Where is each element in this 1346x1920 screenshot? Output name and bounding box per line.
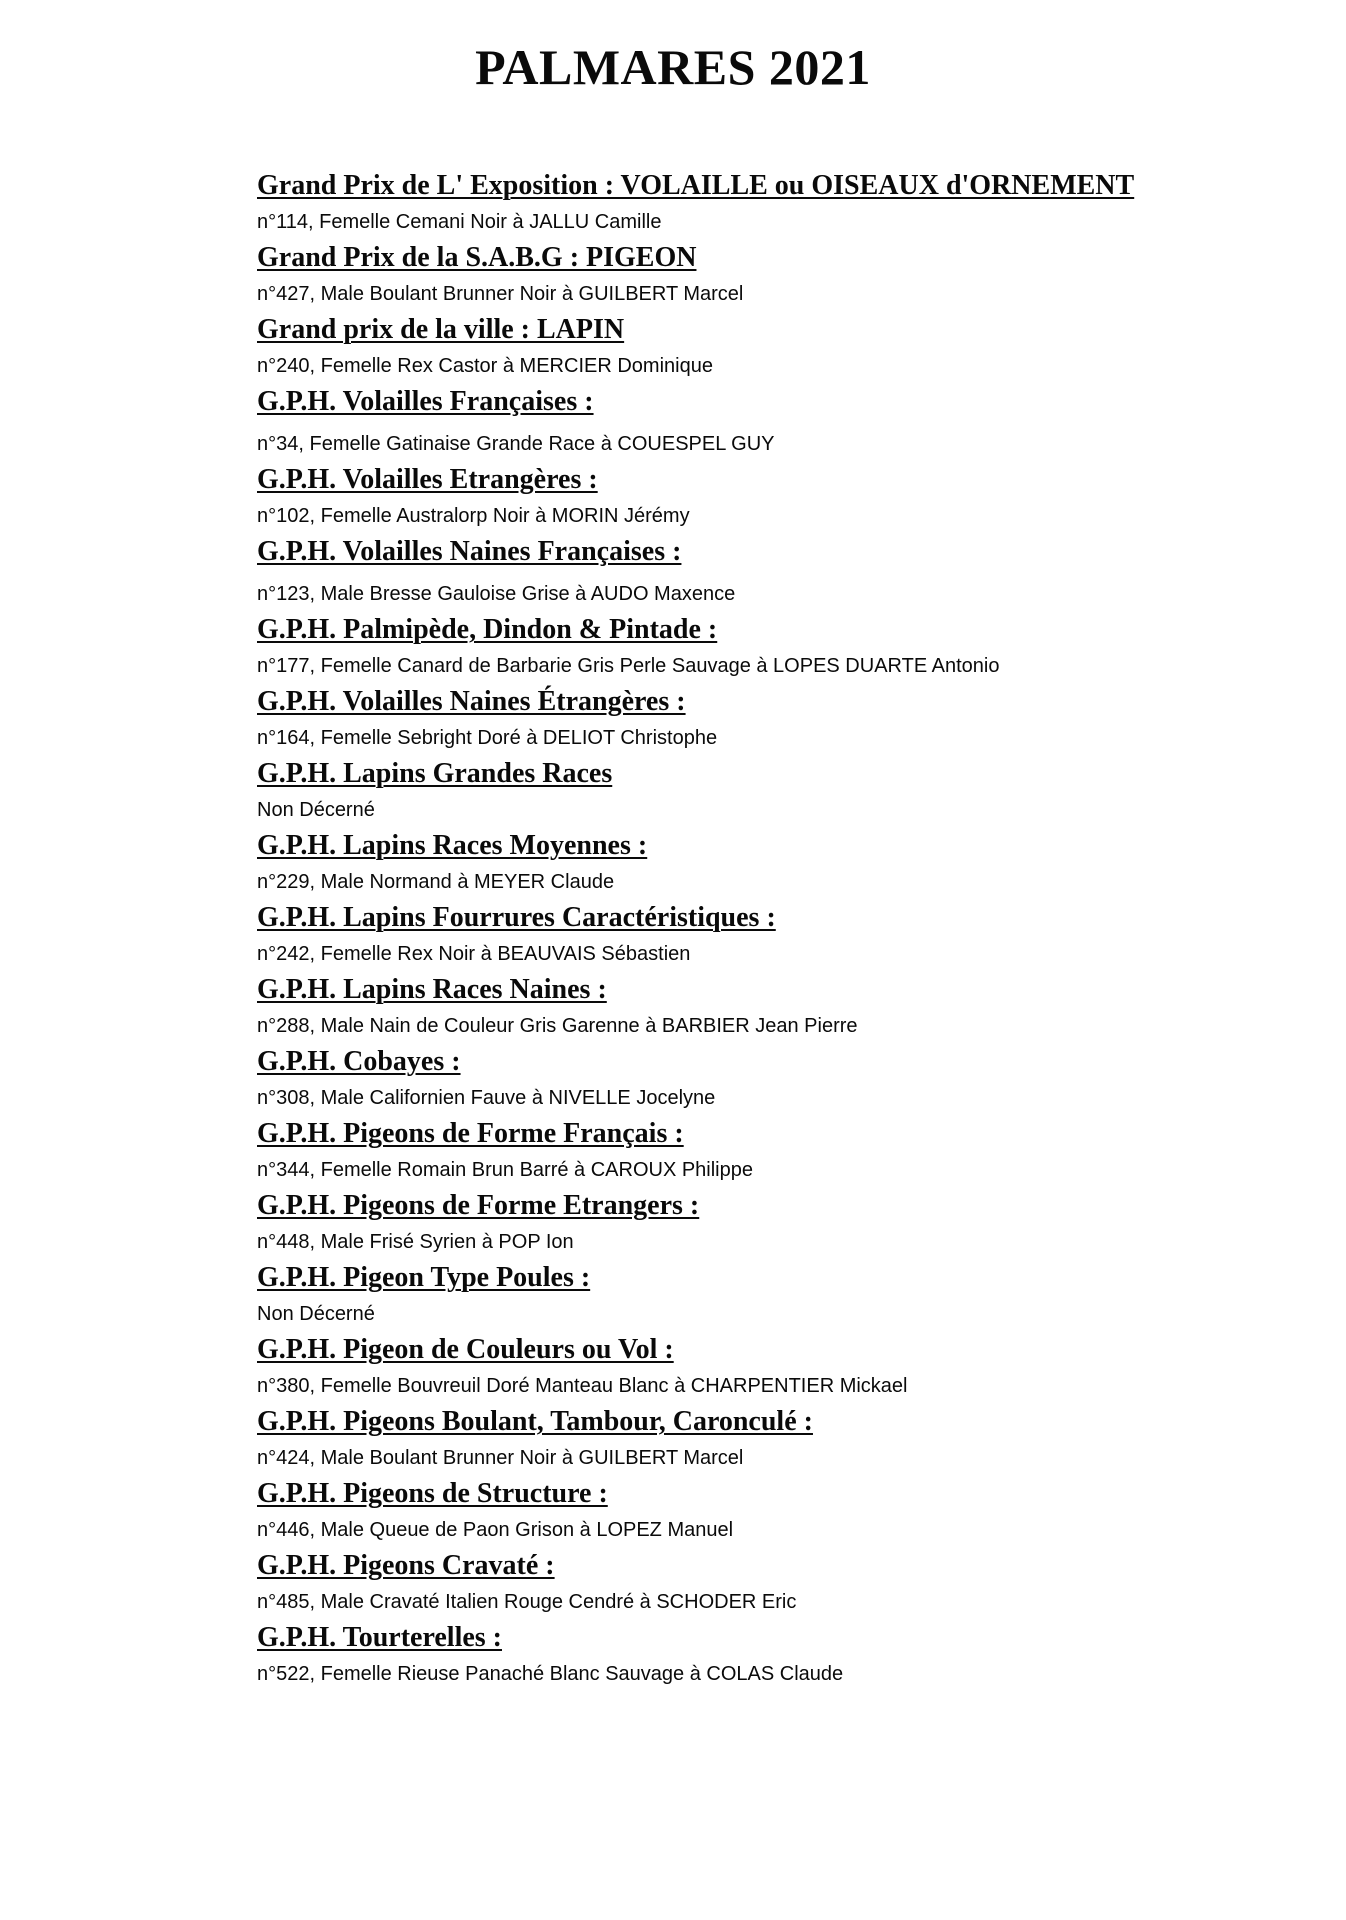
award-result: n°102, Femelle Australorp Noir à MORIN Jérémy bbox=[257, 505, 690, 527]
award-heading: G.P.H. Volailles Naines Françaises : bbox=[257, 536, 682, 567]
award-result: n°123, Male Bresse Gauloise Grise à AUDO Maxence bbox=[257, 583, 736, 605]
award-heading: G.P.H. Pigeon Type Poules : bbox=[257, 1262, 591, 1293]
award-entry bbox=[257, 1116, 1297, 1188]
award-heading: G.P.H. Pigeons Cravaté : bbox=[257, 1550, 555, 1581]
award-result: n°522, Femelle Rieuse Panaché Blanc Sauvage à COLAS Claude bbox=[257, 1663, 844, 1685]
award-result: n°242, Femelle Rex Noir à BEAUVAIS Sébastien bbox=[257, 943, 691, 965]
award-result: n°229, Male Normand à MEYER Claude bbox=[257, 871, 615, 893]
award-entry bbox=[257, 168, 1297, 240]
award-result: n°344, Femelle Romain Brun Barré à CAROUX Philippe bbox=[257, 1159, 753, 1181]
award-heading: G.P.H. Lapins Fourrures Caractéristiques : bbox=[257, 902, 776, 933]
award-heading: G.P.H. Lapins Grandes Races bbox=[257, 758, 613, 789]
award-heading: G.P.H. Pigeons de Forme Etrangers : bbox=[257, 1190, 700, 1221]
award-heading: G.P.H. Volailles Françaises : bbox=[257, 386, 594, 417]
award-entry bbox=[257, 1620, 1297, 1692]
award-entry bbox=[257, 384, 1297, 462]
award-result: n°446, Male Queue de Paon Grison à LOPEZ Manuel bbox=[257, 1519, 734, 1541]
award-heading: G.P.H. Volailles Etrangères : bbox=[257, 464, 598, 495]
award-entry bbox=[257, 1188, 1297, 1260]
award-entry bbox=[257, 1260, 1297, 1332]
award-result: n°164, Femelle Sebright Doré à DELIOT Christophe bbox=[257, 727, 718, 749]
award-result: n°177, Femelle Canard de Barbarie Gris Perle Sauvage à LOPES DUARTE Antonio bbox=[257, 655, 1000, 677]
award-heading: G.P.H. Pigeons Boulant, Tambour, Caronculé : bbox=[257, 1406, 813, 1437]
award-entry bbox=[257, 534, 1297, 612]
award-heading: G.P.H. Tourterelles : bbox=[257, 1622, 502, 1653]
award-heading: Grand Prix de L' Exposition : VOLAILLE ou OISEAUX d'ORNEMENT bbox=[257, 170, 1135, 201]
award-entry bbox=[257, 1476, 1297, 1548]
award-heading: Grand prix de la ville : LAPIN bbox=[257, 314, 625, 345]
award-heading: G.P.H. Pigeons de Structure : bbox=[257, 1478, 608, 1509]
award-result: Non Décerné bbox=[257, 1303, 375, 1325]
award-result: n°448, Male Frisé Syrien à POP Ion bbox=[257, 1231, 574, 1253]
award-result: n°380, Femelle Bouvreuil Doré Manteau Blanc à CHARPENTIER Mickael bbox=[257, 1375, 908, 1397]
award-heading: G.P.H. Volailles Naines Étrangères : bbox=[257, 686, 686, 717]
award-result: n°424, Male Boulant Brunner Noir à GUILBERT Marcel bbox=[257, 1447, 744, 1469]
award-entry bbox=[257, 756, 1297, 828]
award-result: n°308, Male Californien Fauve à NIVELLE Jocelyne bbox=[257, 1087, 716, 1109]
award-entry bbox=[257, 1404, 1297, 1476]
award-result: n°288, Male Nain de Couleur Gris Garenne à BARBIER Jean Pierre bbox=[257, 1015, 858, 1037]
award-result: n°34, Femelle Gatinaise Grande Race à COUESPEL GUY bbox=[257, 433, 775, 455]
award-entry bbox=[257, 828, 1297, 900]
award-entry bbox=[257, 240, 1297, 312]
award-result: n°114, Femelle Cemani Noir à JALLU Camille bbox=[257, 211, 662, 233]
award-result: n°240, Femelle Rex Castor à MERCIER Dominique bbox=[257, 355, 713, 377]
award-heading: G.P.H. Lapins Races Moyennes : bbox=[257, 830, 648, 861]
award-heading: G.P.H. Pigeon de Couleurs ou Vol : bbox=[257, 1334, 674, 1365]
award-entry bbox=[257, 1044, 1297, 1116]
award-result: n°485, Male Cravaté Italien Rouge Cendré à SCHODER Eric bbox=[257, 1591, 797, 1613]
award-entry bbox=[257, 462, 1297, 534]
award-entry bbox=[257, 900, 1297, 972]
award-heading: G.P.H. Pigeons de Forme Français : bbox=[257, 1118, 684, 1149]
award-heading: G.P.H. Palmipède, Dindon & Pintade : bbox=[257, 614, 718, 645]
page-title: PALMARES 2021 bbox=[475, 39, 871, 95]
award-result: Non Décerné bbox=[257, 799, 375, 821]
award-entry bbox=[257, 312, 1297, 384]
award-heading: G.P.H. Cobayes : bbox=[257, 1046, 461, 1077]
award-entry bbox=[257, 972, 1297, 1044]
award-result: n°427, Male Boulant Brunner Noir à GUILBERT Marcel bbox=[257, 283, 744, 305]
award-entry bbox=[257, 612, 1297, 684]
award-entry bbox=[257, 1332, 1297, 1404]
award-heading: G.P.H. Lapins Races Naines : bbox=[257, 974, 607, 1005]
award-list bbox=[257, 168, 1297, 1692]
award-entry bbox=[257, 1548, 1297, 1620]
award-heading: Grand Prix de la S.A.B.G : PIGEON bbox=[257, 242, 697, 273]
award-entry bbox=[257, 684, 1297, 756]
